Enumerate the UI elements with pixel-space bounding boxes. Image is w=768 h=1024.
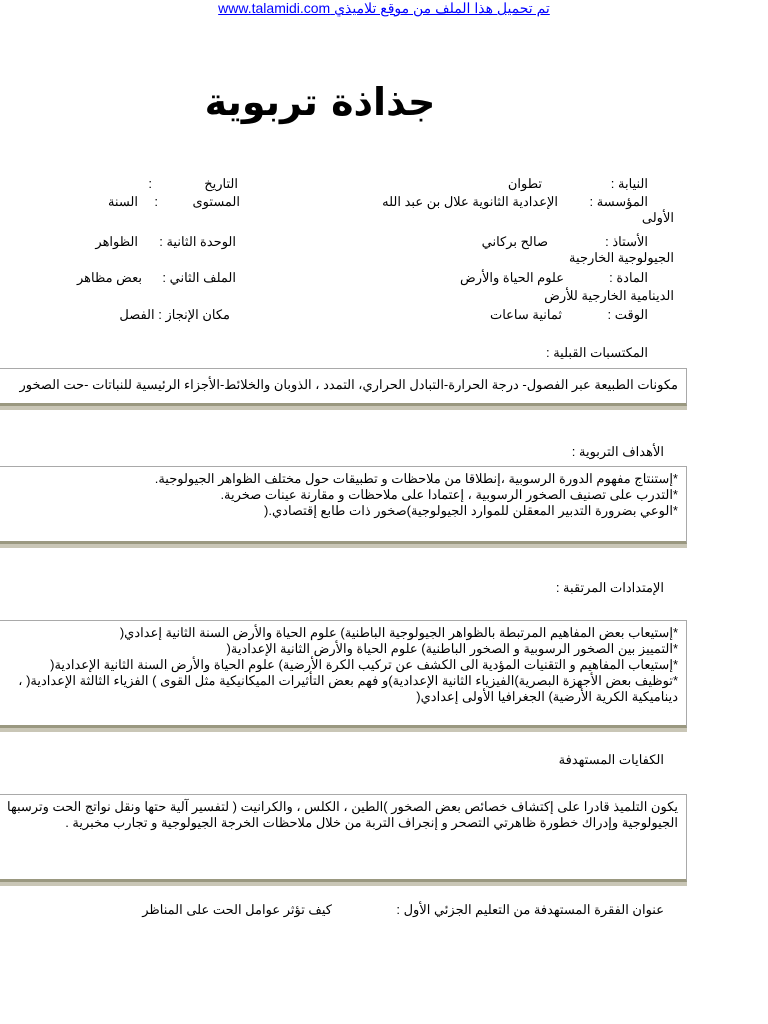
- prior-line: مكونات الطبيعة عبر الفصول- درجة الحرارة-التبادل الحراري، التمدد ، الذوبان والخلائط-الأجزاء الرئيسية للنباتات -حت الصخور: [19, 377, 678, 392]
- goals-box: [0, 466, 687, 544]
- teacher-value: صالح بركاني: [481, 234, 548, 249]
- competency-line: يكون التلميذ قادرا على إكتشاف خصائص بعض الصخور )الطين ، الكلس ، والكرانيت ( لتفسير آلية حتها ونقل نواتج الحت وترسبها: [7, 799, 678, 814]
- institution-value: الإعدادية الثانوية علال بن عبد الله: [382, 194, 558, 209]
- file-label: الملف الثاني :: [162, 270, 236, 285]
- competencies-box: [0, 794, 687, 882]
- file-value: بعض مظاهر: [76, 270, 142, 285]
- extension-line: *إستيعاب المفاهيم و التقنيات المؤدية الى الكشف عن تركيب الكرة الأرضية) علوم الحياة والأرض السنة الثانية الإعدادية(: [50, 657, 678, 672]
- file-continuation: الدينامية الخارجية للأرض: [544, 288, 674, 303]
- extensions-heading: الإمتدادات المرتقبة :: [555, 580, 664, 595]
- goals-heading: الأهداف التربوية :: [571, 444, 664, 459]
- time-label: الوقت :: [607, 307, 648, 322]
- date-label: التاريخ: [204, 176, 238, 191]
- extension-line: ديناميكية الكرية الأرضية) الجغرافيا الأولى إعدادي(: [416, 689, 678, 704]
- subject-label: المادة :: [609, 270, 648, 285]
- level-value: السنة: [107, 194, 138, 209]
- time-value: ثمانية ساعات: [489, 307, 562, 322]
- niyaba-value: تطوان: [507, 176, 542, 191]
- banner-url: www.talamidi.com: [218, 0, 331, 16]
- unit-continuation: الجيولوجية الخارجية: [569, 250, 674, 265]
- unit-label: الوحدة الثانية :: [159, 234, 236, 249]
- level-colon: :: [154, 194, 158, 209]
- institution-label: المؤسسة :: [589, 194, 648, 209]
- competencies-heading: الكفايات المستهدفة: [558, 752, 664, 767]
- section-title-value: كيف تؤثر عوامل الحت على المناظر: [142, 902, 332, 917]
- section-title-label: عنوان الفقرة المستهدفة من التعليم الجزئي الأول :: [396, 902, 664, 917]
- unit-value: الظواهر: [95, 234, 138, 249]
- extension-line: *توظيف بعض الأجهزة البصرية)الفيزياء الثانية الإعدادية)و فهم بعض التأثيرات الميكانيكية مثل القوى ) الفزياء الثالثة الإعدادية( ،: [18, 673, 678, 688]
- goal-line: *الوعي بضرورة التدبير المعقلن للموارد الجيولوجية)صخور ذات طابع إقتصادي.(: [264, 503, 678, 518]
- prior-heading: المكتسبات القبلية :: [545, 345, 648, 360]
- competency-line: الجيولوجية وإدراك خطورة ظاهرتي التصحر و إنجراف التربة من خلال ملاحظات الخرجة الجيولوجية و تجارب مخبرية .: [65, 815, 678, 830]
- teacher-label: الأستاذ :: [605, 234, 648, 249]
- prior-box: [0, 368, 687, 406]
- level-label: المستوى: [192, 194, 240, 209]
- level-continuation: الأولى: [641, 210, 674, 225]
- goal-line: *التدرب على تصنيف الصخور الرسوبية ، إعتمادا على ملاحظات و مقارنة عينات صخرية.: [220, 487, 678, 502]
- site-link[interactable]: [218, 0, 550, 16]
- extension-line: *إستيعاب بعض المفاهيم المرتبطة بالظواهر الجيولوجية الباطنية) علوم الحياة والأرض السنة الثانية إعدادي(: [119, 625, 678, 640]
- subject-value: علوم الحياة والأرض: [459, 270, 564, 285]
- date-colon: :: [148, 176, 152, 191]
- download-banner: [0, 0, 768, 17]
- niyaba-label: النيابة :: [610, 176, 648, 191]
- page-title: جذاذة تربوية: [204, 80, 436, 124]
- place-label: مكان الإنجاز : الفصل: [119, 307, 230, 322]
- goal-line: *إستنتاج مفهوم الدورة الرسوبية ،إنطلاقا من ملاحظات و تطبيقات حول مختلف الظواهر الجيولوجية.: [154, 471, 678, 486]
- extension-line: *التمييز بين الصخور الرسوبية و الصخور الباطنية) علوم الحياة والأرض الثانية الإعدادية(: [226, 641, 678, 656]
- extensions-box: [0, 620, 687, 728]
- banner-text: تم تحميل هذا الملف من موقع تلاميذي: [334, 0, 550, 16]
